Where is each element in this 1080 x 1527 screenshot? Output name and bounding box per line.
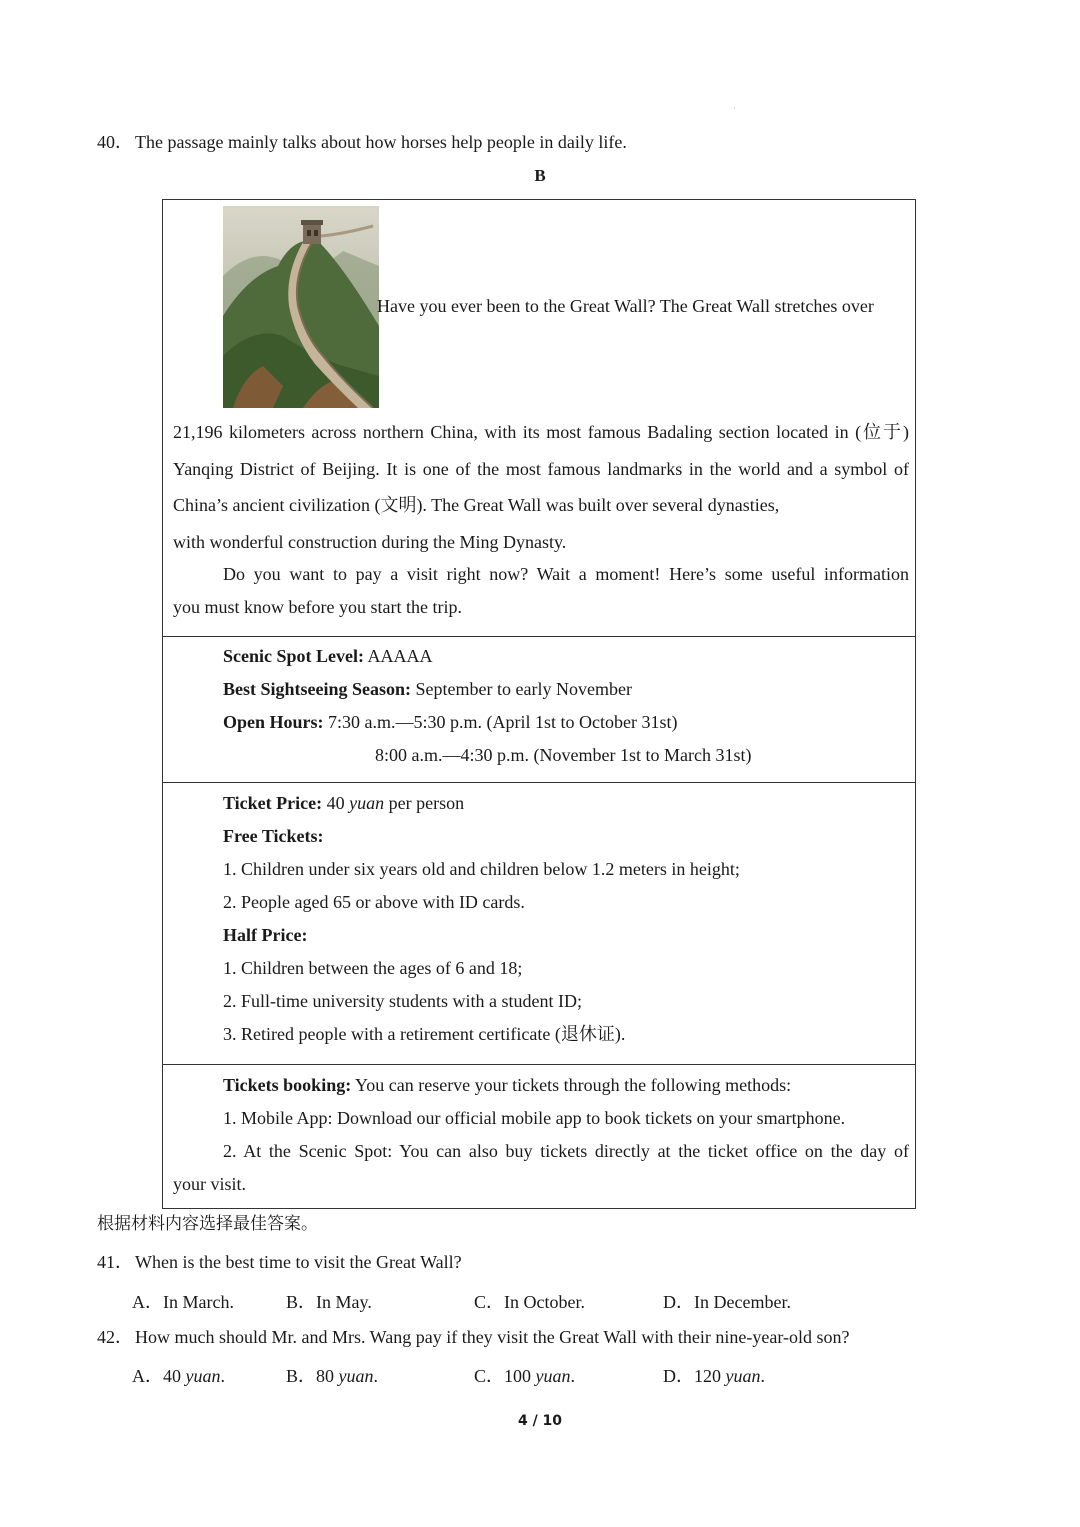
option-a[interactable] <box>132 1362 225 1388</box>
intro-paragraph-2: Do you want to pay a visit right now? Wait a moment! Here’s some useful information <box>223 564 909 584</box>
question-41 <box>97 1250 462 1274</box>
scenic-level-label: Scenic Spot Level: <box>223 646 364 666</box>
option-c[interactable] <box>474 1362 575 1388</box>
half-price-item: 2. Full-time university students with a student ID; <box>223 991 582 1011</box>
booking-row <box>223 1069 791 1102</box>
open-hours-label: Open Hours: <box>223 712 324 732</box>
question-text: How much should Mr. and Mrs. Wang pay if they visit the Great Wall with their nine-year-old son? <box>135 1327 850 1347</box>
booking-method-end: your visit. <box>173 1174 247 1194</box>
free-tickets-label: Free Tickets: <box>223 826 324 846</box>
option-unit: yuan <box>338 1366 374 1386</box>
option-unit: yuan <box>725 1366 761 1386</box>
half-price-item: 1. Children between the ages of 6 and 18; <box>223 958 523 978</box>
option-amount: 120 <box>694 1366 726 1386</box>
option-d[interactable] <box>663 1362 765 1388</box>
option-end: . <box>570 1366 576 1386</box>
stray-dot: · <box>733 104 736 113</box>
ticket-price-tail: per person <box>384 793 465 813</box>
option-unit: yuan <box>535 1366 571 1386</box>
question-text: The passage mainly talks about how horses help people in daily life. <box>135 132 627 152</box>
option-amount: 40 <box>163 1366 186 1386</box>
option-end: . <box>373 1366 379 1386</box>
ticket-price-label: Ticket Price: <box>223 793 323 813</box>
option-letter: D． <box>663 1366 694 1386</box>
divider <box>163 782 915 783</box>
booking-method: 1. Mobile App: Download our official mobile app to book tickets on your smartphone. <box>223 1108 846 1128</box>
question-40 <box>97 130 627 154</box>
intro-paragraph-1-text: 21,196 kilometers across northern China, with its most famous Badaling section located in (位于) Yanqing District of Beijing. It is one of the most famous landmarks in the world and a symbol of China’s ancient civilization (文明). The Great Wall was built over several dynasties, <box>173 422 909 515</box>
option-d[interactable]: D．In December. <box>663 1292 791 1312</box>
divider <box>163 636 915 637</box>
scenic-level-value: AAAAA <box>364 646 433 666</box>
booking-method: 2. At the Scenic Spot: You can also buy tickets directly at the ticket office on the day of <box>223 1141 909 1161</box>
option-end: . <box>220 1366 225 1386</box>
free-ticket-item: 1. Children under six years old and children below 1.2 meters in height; <box>223 859 740 879</box>
question-number: 40． <box>97 132 133 152</box>
question-number: 41． <box>97 1252 133 1272</box>
instruction-text: 根据材料内容选择最佳答案。 <box>97 1214 318 1234</box>
intro-paragraph-1-end: with wonderful construction during the Ming Dynasty. <box>173 532 567 552</box>
option-c[interactable]: C．In October. <box>474 1292 585 1312</box>
question-number: 42． <box>97 1327 133 1347</box>
option-end: . <box>760 1366 765 1386</box>
option-letter: C． <box>474 1366 505 1386</box>
great-wall-photo <box>223 206 379 408</box>
option-amount: 80 <box>316 1366 339 1386</box>
free-ticket-item: 2. People aged 65 or above with ID cards. <box>223 892 525 912</box>
open-hours-winter: 8:00 a.m.—4:30 p.m. (November 1st to March 31st) <box>375 745 752 765</box>
season-row <box>223 673 632 706</box>
option-b[interactable] <box>286 1362 378 1388</box>
ticket-price-value: 40 <box>322 793 350 813</box>
open-hours-row <box>223 706 677 739</box>
great-wall-illustration <box>223 206 379 408</box>
option-b[interactable]: B．In May. <box>286 1292 372 1312</box>
option-a[interactable]: A．In March. <box>132 1292 234 1312</box>
question-42 <box>97 1325 849 1349</box>
reading-material-box <box>162 199 916 1209</box>
ticket-price-row <box>223 787 464 820</box>
option-letter: B． <box>286 1366 317 1386</box>
ticket-price-unit: yuan <box>349 793 385 813</box>
intro-first-line: Have you ever been to the Great Wall? The Great Wall stretches over <box>377 296 874 316</box>
booking-label: Tickets booking: <box>223 1075 352 1095</box>
option-amount: 100 <box>504 1366 536 1386</box>
season-label: Best Sightseeing Season: <box>223 679 412 699</box>
section-heading: B <box>534 166 546 185</box>
season-value: September to early November <box>411 679 632 699</box>
open-hours-summer: 7:30 a.m.—5:30 p.m. (April 1st to October 31st) <box>323 712 678 732</box>
booking-value: You can reserve your tickets through the following methods: <box>351 1075 792 1095</box>
half-price-label: Half Price: <box>223 925 308 945</box>
scenic-level-row <box>223 640 433 673</box>
option-letter: A． <box>132 1366 163 1386</box>
half-price-item: 3. Retired people with a retirement certificate (退休证). <box>223 1024 626 1044</box>
option-unit: yuan <box>185 1366 221 1386</box>
page-number: 4 / 10 <box>517 1413 563 1429</box>
question-text: When is the best time to visit the Great Wall? <box>135 1252 462 1272</box>
intro-paragraph-1 <box>173 414 909 524</box>
intro-paragraph-2-end: you must know before you start the trip. <box>173 597 462 617</box>
divider <box>163 1064 915 1065</box>
